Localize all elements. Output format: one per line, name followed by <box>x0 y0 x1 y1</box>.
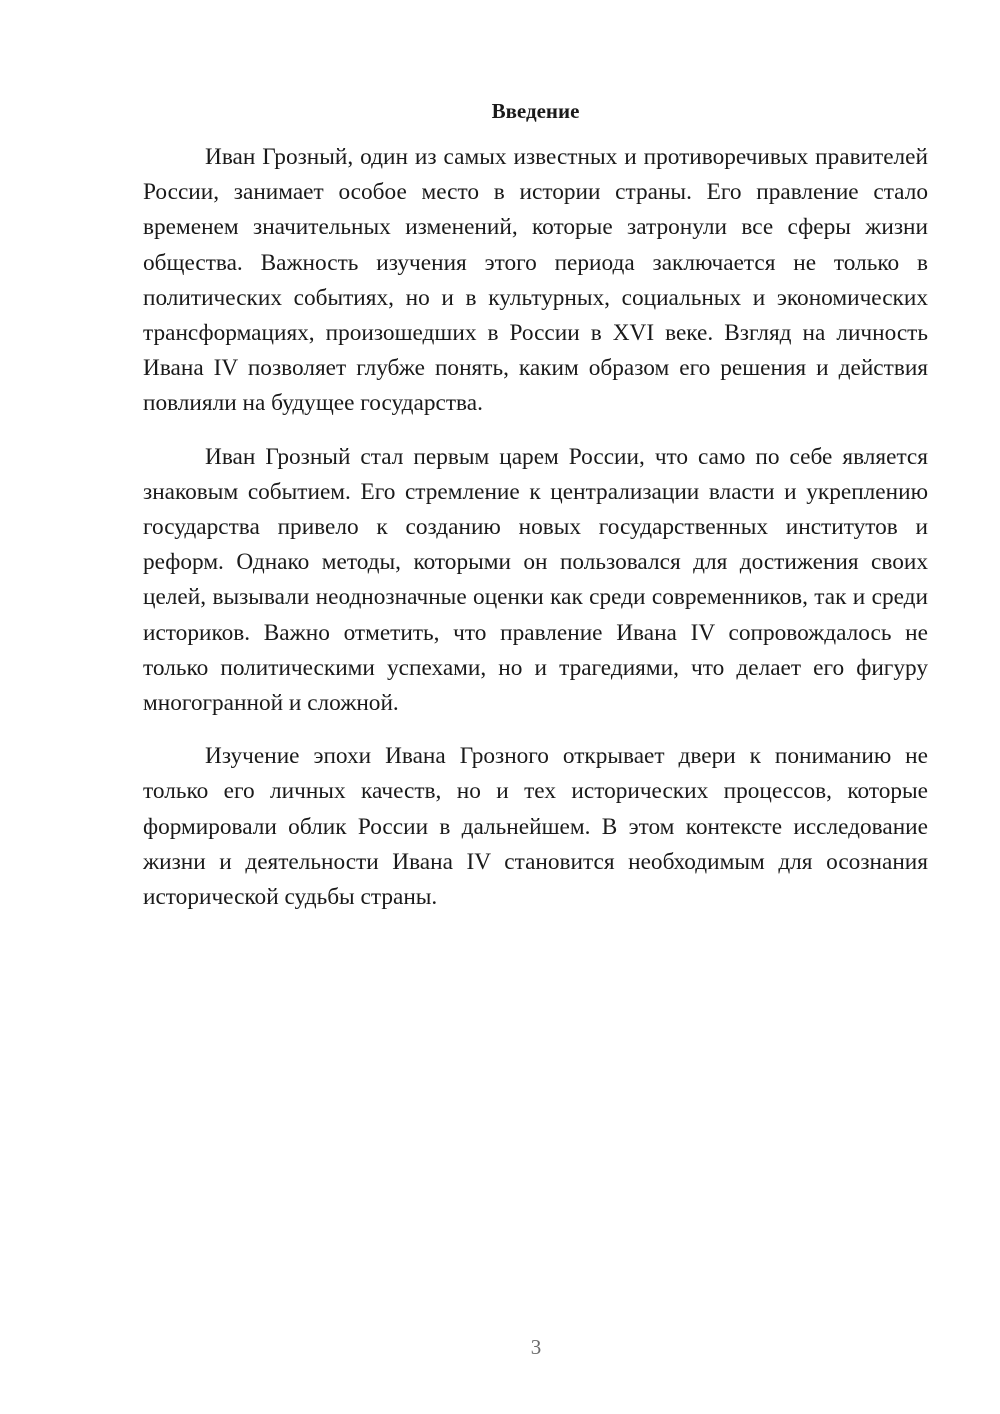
paragraph-2: Иван Грозный стал первым царем России, что само по себе является знаковым событием. Его стремление к централизации власти и укреплению государства привело к созданию новых государственных институтов и реформ. Однако методы, которыми он пользовался для достижения своих целей, вызывали неоднозначные оценки как среди современников, так и среди историков. Важно отметить, что правление Ивана IV сопровождалось не только политическими успехами, но и трагедиями, что делает его фигуру многогранной и сложной. <box>143 443 928 717</box>
section-heading: Введение <box>491 99 580 123</box>
paragraph-1: Иван Грозный, один из самых известных и противоречивых правителей России, занимает особое место в истории страны. Его правление стало временем значительных изменений, которые затронули все сферы жизни общества. Важность изучения этого периода заключается не только в политических событиях, но и в культурных, социальных и экономических трансформациях, произошедших в России в XVI веке. Взгляд на личность Ивана IV позволяет глубже понять, каким образом его решения и действия повлияли на будущее государства. <box>143 144 928 417</box>
paragraph-3: Изучение эпохи Ивана Грозного открывает двери к пониманию не только его личных качеств, но и тех исторических процессов, которые формировали облик России в дальнейшем. В этом контексте исследование жизни и деятельности Ивана IV становится необходимым для осознания исторической судьбы страны. <box>143 743 928 911</box>
page-content <box>143 96 928 933</box>
page-number: 3 <box>530 1335 542 1359</box>
